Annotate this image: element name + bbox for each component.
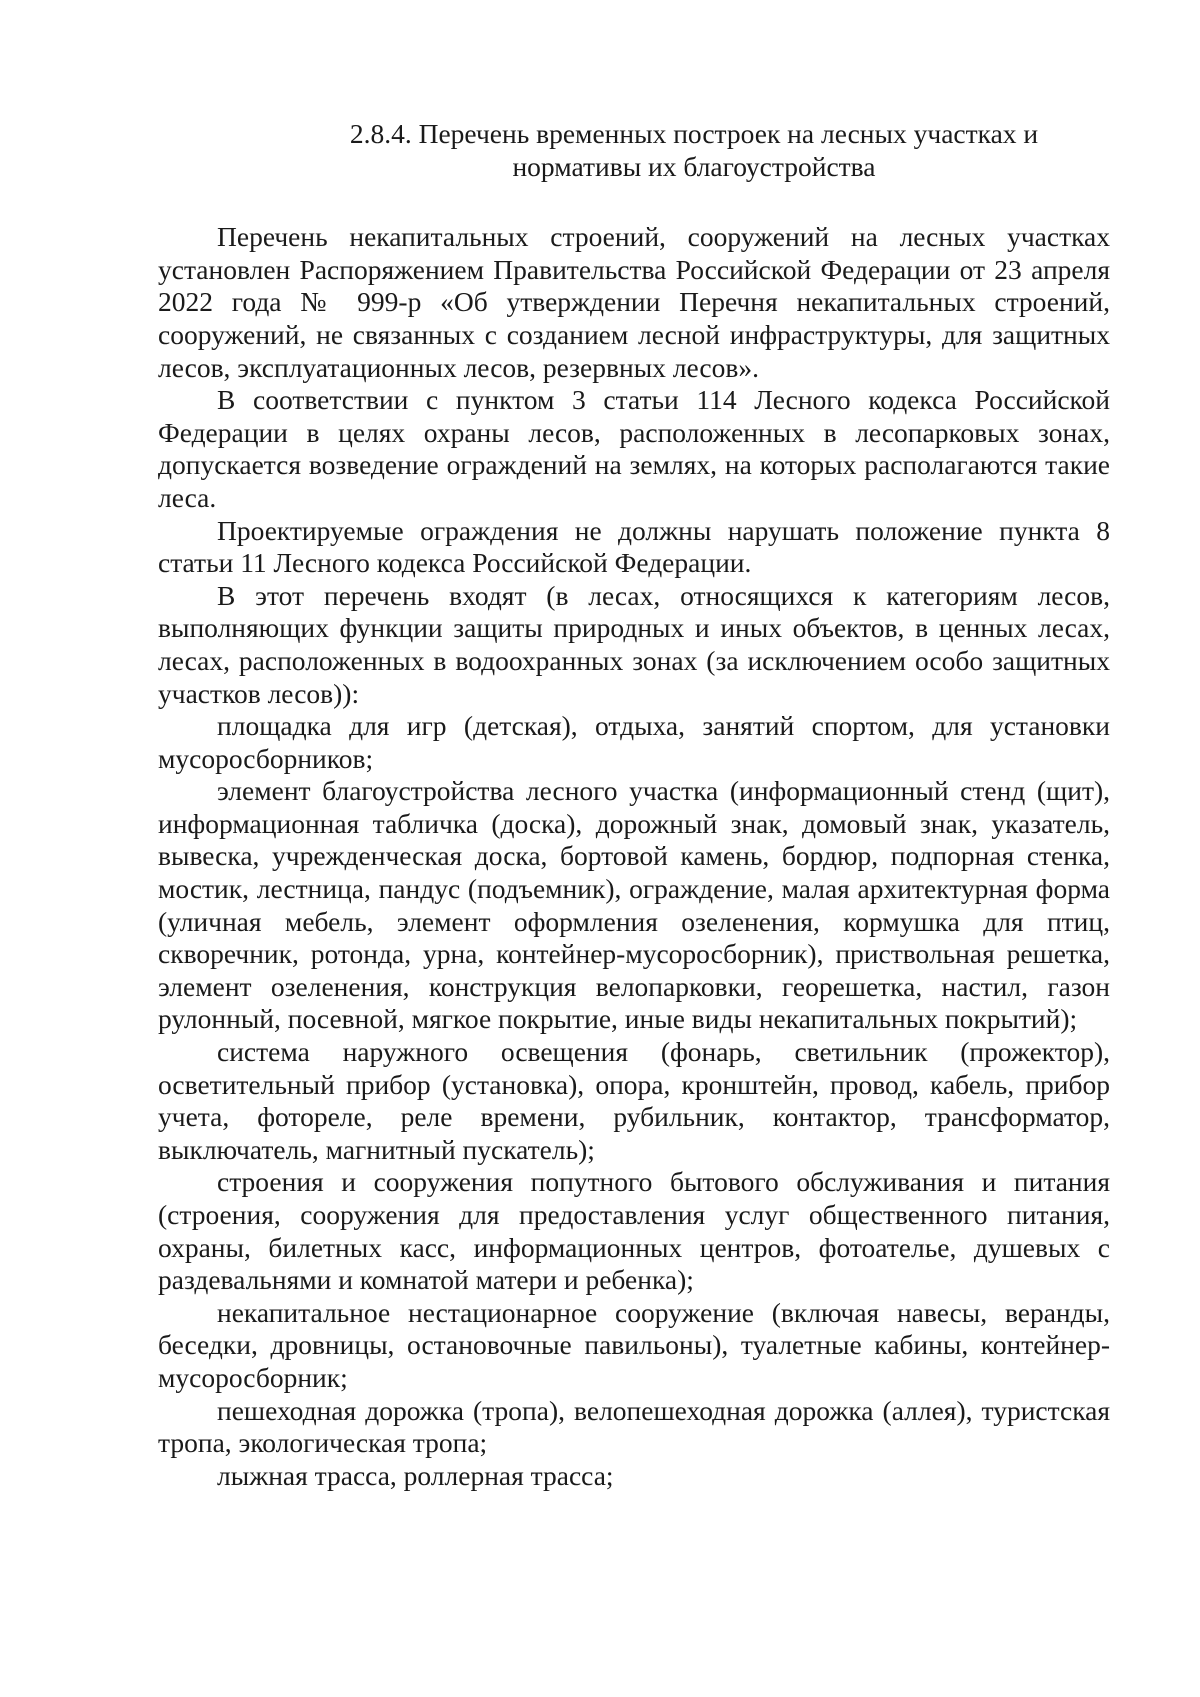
paragraph-list-intro: В этот перечень входят (в лесах, относящихся к категориям лесов, выполняющих функции защиты природных и иных объектов, в ценных лесах, лесах, расположенных в водоохранных зонах (за исключением особо защитных участков лесов)): bbox=[158, 579, 1110, 709]
section-title-line-2: нормативы их благоустройства bbox=[512, 150, 876, 182]
list-item-outdoor-lighting: система наружного освещения (фонарь, светильник (прожектор), осветительный прибор (установка), опора, кронштейн, провод, кабель, прибор учета, фотореле, реле времени, рубильник, контактор, трансформатор, выключатель, магнитный пускатель); bbox=[158, 1036, 1110, 1165]
list-item-landscaping-elements: элемент благоустройства лесного участка (информационный стенд (щит), информационная табличка (доска), дорожный знак, домовый знак, указатель, вывеска, учрежденческая доска, бортовой камень, бордюр, подпорная стенка, мостик, лестница, пандус (подъемник), ограждение, малая архитектурная форма (уличная мебель, элемент оформления озеленения, кормушка для птиц, скворечник, ротонда, урна, контейнер-мусоросборник), приствольная решетка, элемент озеленения, конструкция велопарковки, георешетка, настил, газон рулонный, посевной, мягкое покрытие, иные виды некапитальных покрытий); bbox=[158, 775, 1110, 1035]
list-item-nonstationary-structures: некапитальное нестационарное сооружение (включая навесы, веранды, беседки, дровницы, остановочные павильоны), туалетные кабины, контейнер-мусоросборник; bbox=[158, 1296, 1110, 1393]
paragraph-fencing-requirements: Проектируемые ограждения не должны нарушать положение пункта 8 статьи 11 Лесного кодекса Российской Федерации. bbox=[158, 514, 1110, 579]
section-title-line-1: 2.8.4. Перечень временных построек на лесных участках и bbox=[349, 118, 1039, 149]
list-item-paths: пешеходная дорожка (тропа), велопешеходная дорожка (аллея), туристская тропа, экологическая тропа; bbox=[158, 1394, 1110, 1459]
paragraph-fencing-permission: В соответствии с пунктом 3 статьи 114 Лесного кодекса Российской Федерации в целях охраны лесов, расположенных в лесопарковых зонах, допускается возведение ограждений на землях, на которых располагаются такие леса. bbox=[158, 384, 1110, 513]
list-item-ski-tracks: лыжная трасса, роллерная трасса; bbox=[217, 1459, 614, 1491]
paragraph-decree-reference: Перечень некапитальных строений, сооружений на лесных участках установлен Распоряжением Правительства Российской Федерации от 23 апреля 2022 года № 999-р «Об утверждении Перечня некапитальных строений, сооружений, не связанных с созданием лесной инфраструктуры, для защитных лесов, эксплуатационных лесов, резервных лесов». bbox=[158, 221, 1110, 383]
document-body bbox=[158, 118, 1110, 1492]
list-item-service-buildings: строения и сооружения попутного бытового обслуживания и питания (строения, сооружения для предоставления услуг общественного питания, охраны, билетных касс, информационных центров, фотоателье, душевых с раздевальнями и комнатой матери и ребенка); bbox=[158, 1166, 1110, 1296]
section-title bbox=[158, 118, 1110, 183]
list-item-playground: площадка для игр (детская), отдыха, занятий спортом, для установки мусоросборников; bbox=[158, 710, 1110, 774]
